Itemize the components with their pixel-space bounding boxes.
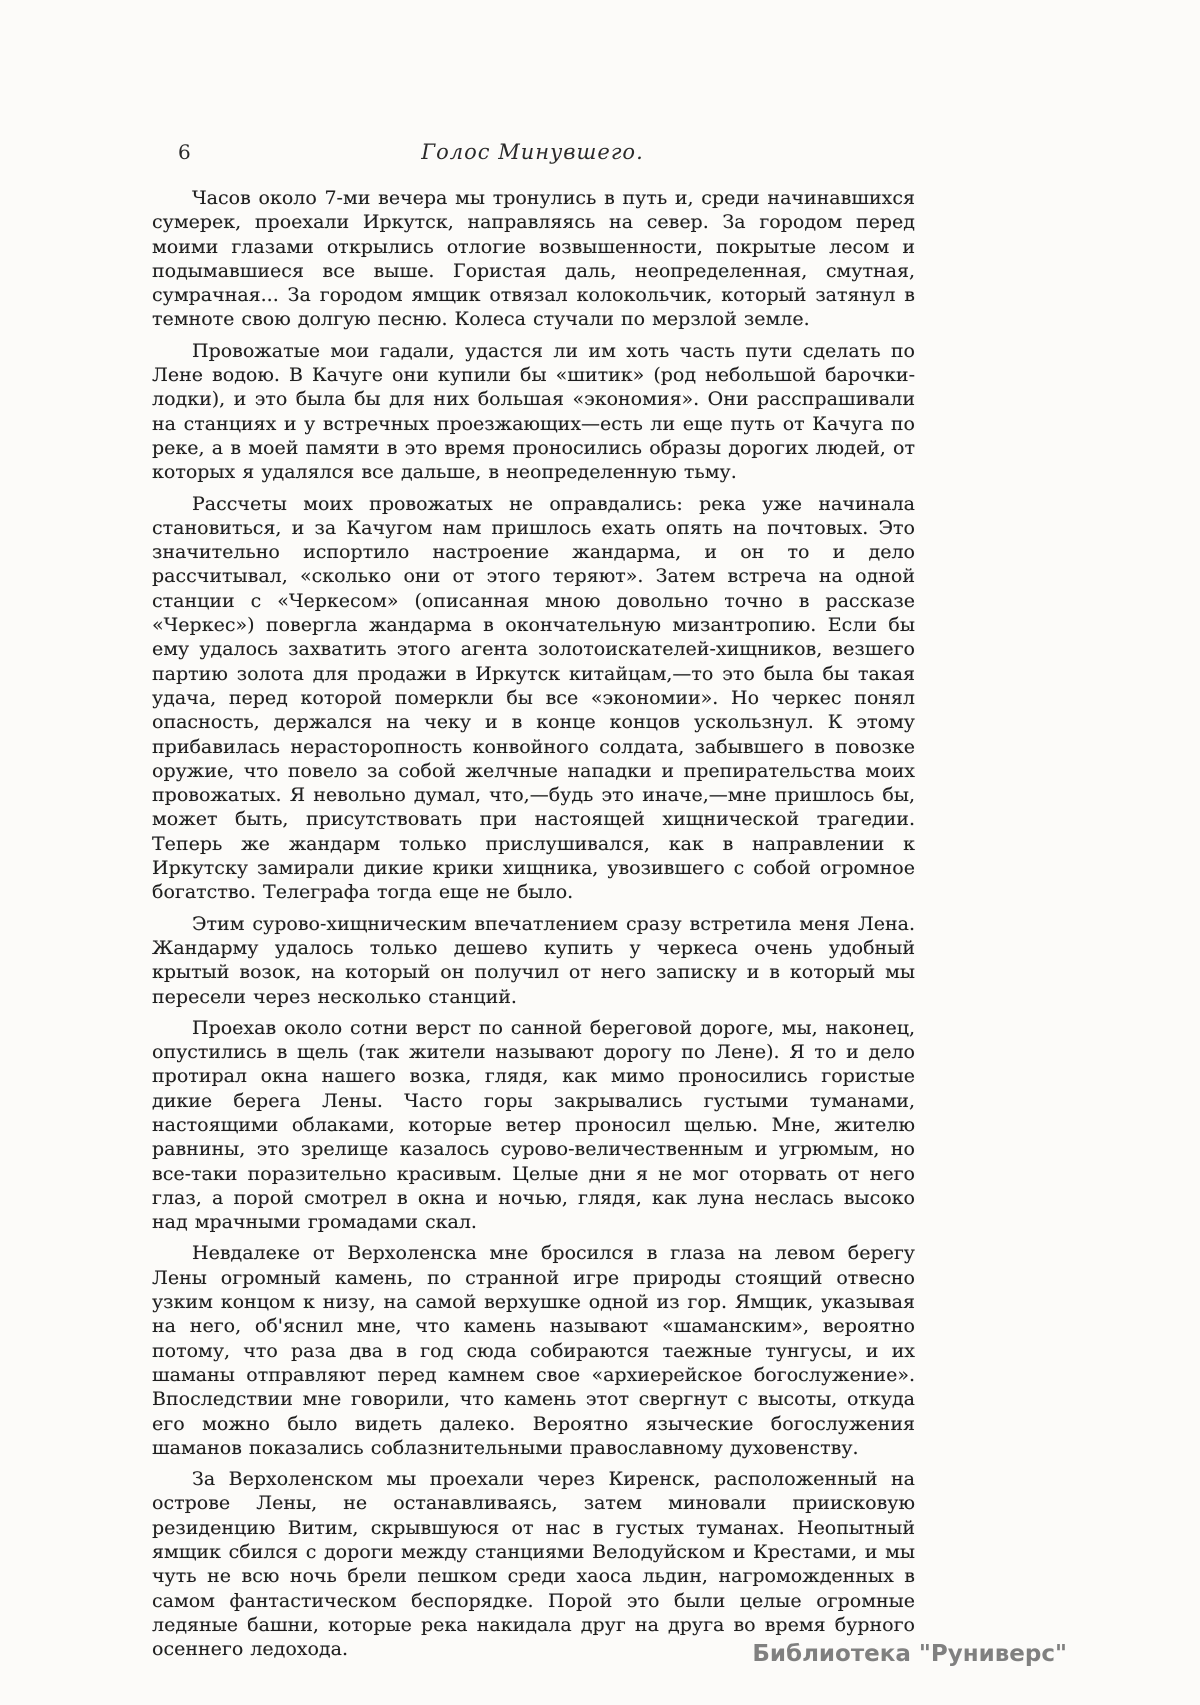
- page-number: 6: [178, 140, 191, 164]
- paragraph: Этим сурово-хищническим впечатлением сразу встретила меня Лена. Жандарму удалось только дешево купить у черкеса очень удобный крытый возок, на который он получил от него записку и в который мы пересели через несколько станций.: [152, 912, 915, 1008]
- paragraph: Часов около 7-ми вечера мы тронулись в путь и, среди начинавшихся сумерек, проехали Иркутск, направляясь на север. За городом перед моими глазами открылись отлогие возвышенности, покрытые лесом и подымавшиеся все выше. Гористая даль, неопределенная, смутная, сумрачная... За городом ямщик отвязал колокольчик, который затянул в темноте свою долгую песню. Колеса стучали по мерзлой земле.: [152, 187, 915, 331]
- paragraph: Проехав около сотни верст по санной береговой дороге, мы, наконец, опустились в щель (так жители называют дорогу по Лене). Я то и дело протирал окна нашего возка, глядя, как мимо проносились гористые дикие берега Лены. Часто горы закрывались густыми туманами, настоящими облаками, которые ветер проносил щелью. Мне, жителю равнины, это зрелище казалось сурово-величественным и угрюмым, но все-таки поразительно красивым. Целые дни я не мог оторвать от него глаз, а порой смотрел в окна и ночью, глядя, как луна неслась высоко над мрачными громадами скал.: [152, 1016, 915, 1234]
- library-watermark: Библиотека "Руниверс": [752, 1641, 1067, 1667]
- running-header: [150, 140, 915, 170]
- paragraph: Провожатые мои гадали, удастся ли им хоть часть пути сделать по Лене водою. В Качуге они купили бы «шитик» (род небольшой барочки-лодки), и это была бы для них большая «экономия». Они расспрашивали на станциях и у встречных проезжающих—есть ли еще путь от Качуга по реке, а в моей памяти в это время проносились образы дорогих людей, от которых я удалялся все дальше, в неопределенную тьму.: [152, 339, 915, 484]
- paragraph: За Верхоленском мы проехали через Киренск, расположенный на острове Лены, не останавливаясь, затем миновали приисковую резиденцию Витим, скрывшуюся от нас в густых туманах. Неопытный ямщик сбился с дороги между станциями Велодуйском и Крестами, и мы чуть не всю ночь брели пешком среди хаоса льдин, нагроможденных в самом фантастическом беспорядке. Порой это были целые огромные ледяные башни, которые река накидала друг на друга во время бурного осеннего ледохода.: [152, 1468, 915, 1661]
- paragraph: Рассчеты моих провожатых не оправдались: река уже начинала становиться, и за Качугом нам пришлось ехать опять на почтовых. Это значительно испортило настроение жандарма, и он то и дело рассчитывал, «сколько они от этого теряют». Затем встреча на одной станции с «Черкесом» (описанная мною довольно точно в рассказе «Черкес») повергла жандарма в окончательную мизантропию. Если бы ему удалось захватить этого агента золотоискателей-хищников, везшего партию золота для продажи в Иркутск китайцам,—то это была бы такая удача, перед которой померкли бы все «экономии». Но черкес понял опасность, держался на чеку и в конце концов ускользнул. К этому прибавилась нерасторопность конвойного солдата, забывшего в повозке оружие, что повело за собой желчные нападки и препирательства моих провожатых. Я невольно думал, что,—будь это иначе,—мне пришлось бы, может быть, присутствовать при настоящей хищнической трагедии. Теперь же жандарм только прислушивался, как в направлении к Иркутску замирали дикие крики хищника, увозившего с собой огромное богатство. Телеграфа тогда еще не было.: [152, 492, 915, 904]
- paragraph: Невдалеке от Верхоленска мне бросился в глаза на левом берегу Лены огромный камень, по странной игре природы стоящий отвесно узким концом к низу, на самой верхушке одной из гор. Ямщик, указывая на него, об'яснил мне, что камень называют «шаманским», вероятно потому, что раза два в год сюда собираются таежные тунгусы, и их шаманы отправляют перед камнем свое «архиерейское богослужение». Впоследствии мне говорили, что камень этот свергнут с высоты, откуда его можно было видеть далеко. Вероятно языческие богослужения шаманов показались соблазнительными православному духовенству.: [152, 1242, 915, 1459]
- body-text: [152, 186, 915, 1669]
- journal-title: Голос Минувшего.: [421, 140, 644, 164]
